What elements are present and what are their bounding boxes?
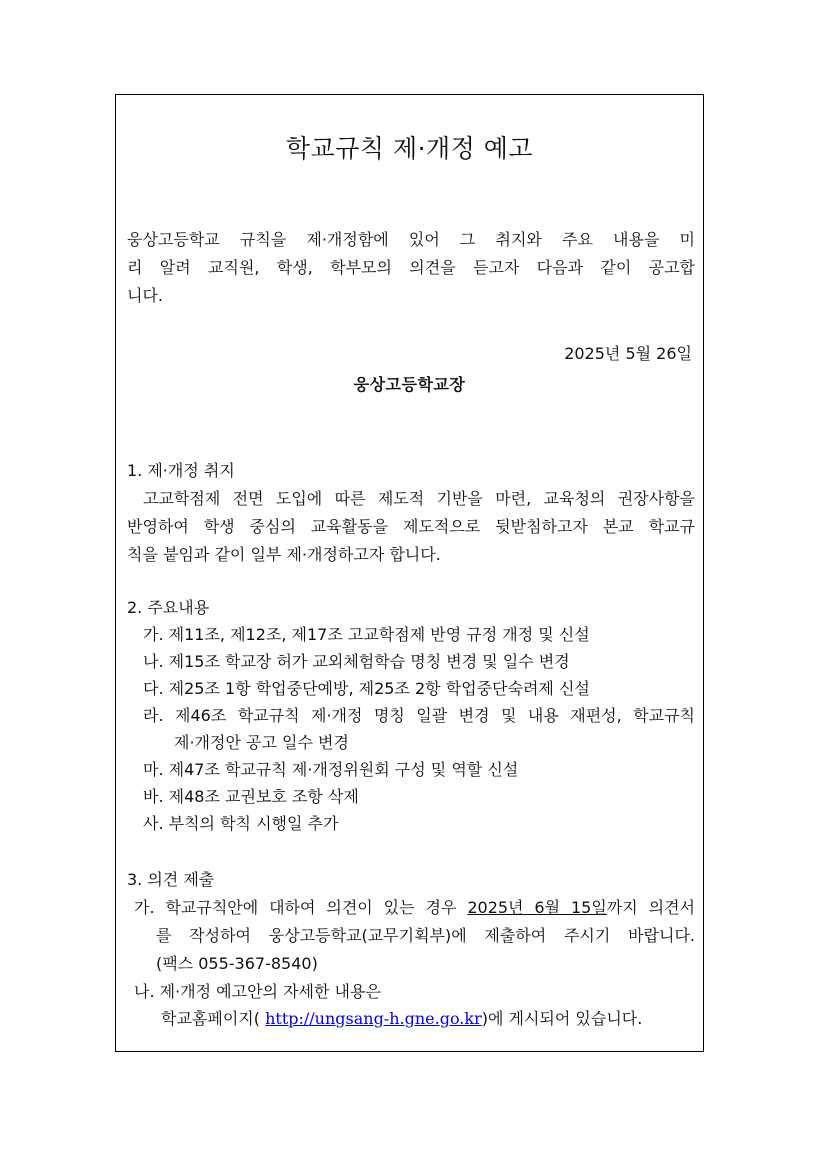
list-item-ra: 라. 제46조 학교규칙 제·개정 명칭 일괄 변경 및 내용 재편성, 학교규칙 — [143, 706, 695, 725]
intro-line-2: 리 알려 교직원, 학생, 학부모의 의견을 듣고자 다음과 같이 공고합 — [127, 258, 695, 277]
section-1-line-3: 칙을 붙임과 같이 일부 제·개정하고자 합니다. — [127, 545, 441, 564]
issuer-name: 웅상고등학교장 — [353, 375, 466, 394]
homepage-label: 학교홈페이지( — [161, 1009, 266, 1028]
submit-item-na-line-1: 나. 제·개정 예고안의 자세한 내용은 — [134, 982, 381, 1001]
list-item-da: 다. 제25조 1항 학업중단예방, 제25조 2항 학업중단숙려제 신설 — [143, 679, 590, 698]
fax-number: (팩스 055-367-8540) — [156, 954, 318, 973]
section-2-heading: 2. 주요내용 — [127, 598, 210, 617]
list-item-sa: 사. 부칙의 학칙 시행일 추가 — [143, 814, 339, 833]
list-item-na: 나. 제15조 학교장 허가 교외체험학습 명칭 변경 및 일수 변경 — [143, 652, 570, 671]
intro-line-3: 니다. — [127, 286, 163, 305]
homepage-link[interactable]: http://ungsang-h.gne.go.kr — [265, 1009, 482, 1028]
section-3-heading: 3. 의견 제출 — [127, 870, 215, 889]
submit-item-ga-line-2: 를 작성하여 웅상고등학교(교무기획부)에 제출하여 주시기 바랍니다. — [156, 926, 695, 945]
submit-item-ga-line-1 — [134, 898, 695, 918]
notice-box — [115, 94, 704, 1052]
section-1-line-2: 반영하여 학생 중심의 교육활동을 제도적으로 뒷받침하고자 본교 학교규 — [127, 517, 695, 536]
submit-item-na-line-2 — [161, 1009, 642, 1029]
list-item-ga: 가. 제11조, 제12조, 제17조 고교학점제 반영 규정 개정 및 신설 — [143, 625, 590, 644]
submission-deadline: 2025년 6월 15일 — [467, 898, 607, 917]
notice-date: 2025년 5월 26일 — [564, 344, 692, 363]
section-1-line-1: 고교학점제 전면 도입에 따른 제도적 기반을 마련, 교육청의 권장사항을 — [143, 489, 695, 508]
section-1-heading: 1. 제·개정 취지 — [127, 461, 235, 480]
submit-item-ga-suffix: 까지 의견서 — [606, 898, 695, 917]
list-item-ma: 마. 제47조 학교규칙 제·개정위원회 구성 및 역할 신설 — [143, 760, 519, 779]
homepage-suffix: )에 게시되어 있습니다. — [481, 1009, 643, 1028]
submit-item-ga-prefix: 가. 학교규칙안에 대하여 의견이 있는 경우 — [134, 898, 468, 917]
document-title: 학교규칙 제·개정 예고 — [285, 134, 534, 163]
list-item-ra-cont: 제·개정안 공고 일수 변경 — [174, 733, 349, 752]
list-item-ba: 바. 제48조 교권보호 조항 삭제 — [143, 787, 359, 806]
intro-line-1: 웅상고등학교 규칙을 제·개정함에 있어 그 취지와 주요 내용을 미 — [127, 230, 695, 249]
